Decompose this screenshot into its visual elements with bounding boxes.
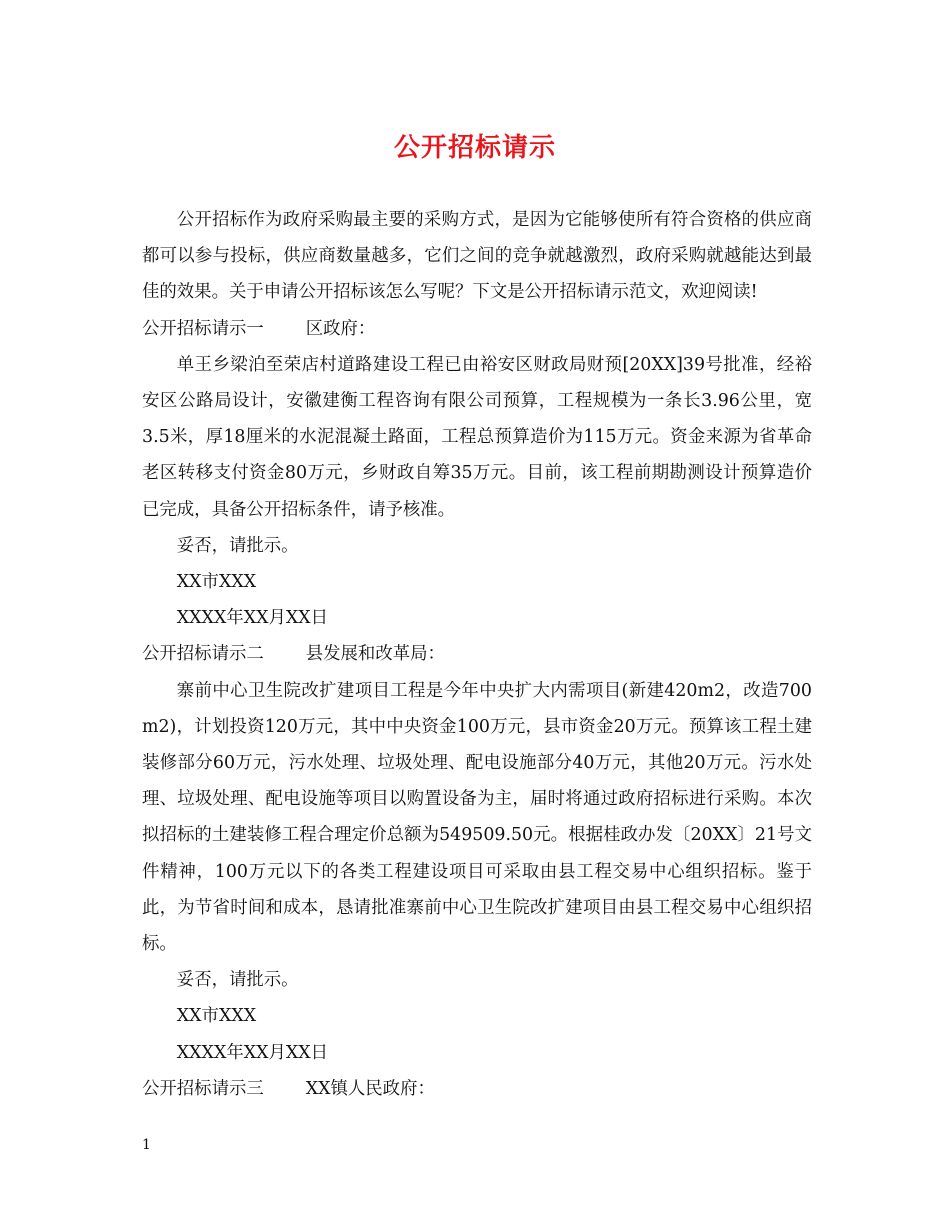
sample-3-heading (142, 1071, 812, 1107)
sample-1-date: XXXX年XX月XX日 (176, 608, 329, 629)
document-body (142, 202, 812, 1107)
sample-1-addressee: 区政府： (305, 318, 376, 339)
sample-1-sender: XX市XXX (176, 572, 257, 593)
sample-2-body: 寨前中心卫生院改扩建项目工程是今年中央扩大内需项目(新建420m2，改造700 m2)，计划投资120万元，其中中央资金100万元，县市资金20万元。预算该工程土建装修部分60万元，污水处理、垃圾处理、配电设施部分40万元，其他20万元。污水处理、垃圾处理、配电设施等项目以购置设备为主，届时将通过政府招标进行采购。本次拟招标的土建装修工程合理定价总额为549509.50元。根据桂政办发〔20XX〕21号文件精神，100万元以下的各类工程建设项目可采取由县工程交易中心组织招标。鉴于此，为节省时间和成本，恳请批准寨前中心卫生院改扩建项目由县工程交易中心组织招标。 (142, 680, 812, 955)
sample-1-label: 公开招标请示一 (142, 318, 264, 339)
sample-3-label: 公开招标请示三 (142, 1078, 264, 1099)
sample-2-label: 公开招标请示二 (142, 644, 264, 665)
document-title: 公开招标请示 (393, 133, 556, 163)
sample-1-heading (142, 311, 812, 347)
sample-2-heading (142, 636, 812, 672)
sample-2-closing: 妥否，请批示。 (176, 970, 299, 991)
sample-2-addressee: 县发展和改革局： (305, 644, 445, 665)
sample-3-addressee: XX镇人民政府： (305, 1078, 435, 1099)
sample-1-closing: 妥否，请批示。 (176, 535, 299, 556)
page-number: 1 (142, 1137, 151, 1153)
sample-2-sender: XX市XXX (176, 1006, 257, 1027)
sample-2-date: XXXX年XX月XX日 (176, 1042, 329, 1063)
intro-paragraph: 公开招标作为政府采购最主要的采购方式，是因为它能够使所有符合资格的供应商都可以参与投标，供应商数量越多，它们之间的竞争就越激烈，政府采购就越能达到最佳的效果。关于申请公开招标该怎么写呢？下文是公开招标请示范文，欢迎阅读! (142, 210, 812, 303)
sample-1-body: 单王乡梁泊至荣店村道路建设工程已由裕安区财政局财预[20XX]39号批准，经裕安区公路局设计，安徽建衡工程咨询有限公司预算，工程规模为一条长3.96公里，宽3.5米，厚18厘米的水泥混凝土路面，工程总预算造价为115万元。资金来源为省革命老区转移支付资金80万元，乡财政自筹35万元。目前，该工程前期勘测设计预算造价已完成，具备公开招标条件，请予核准。 (142, 354, 812, 520)
